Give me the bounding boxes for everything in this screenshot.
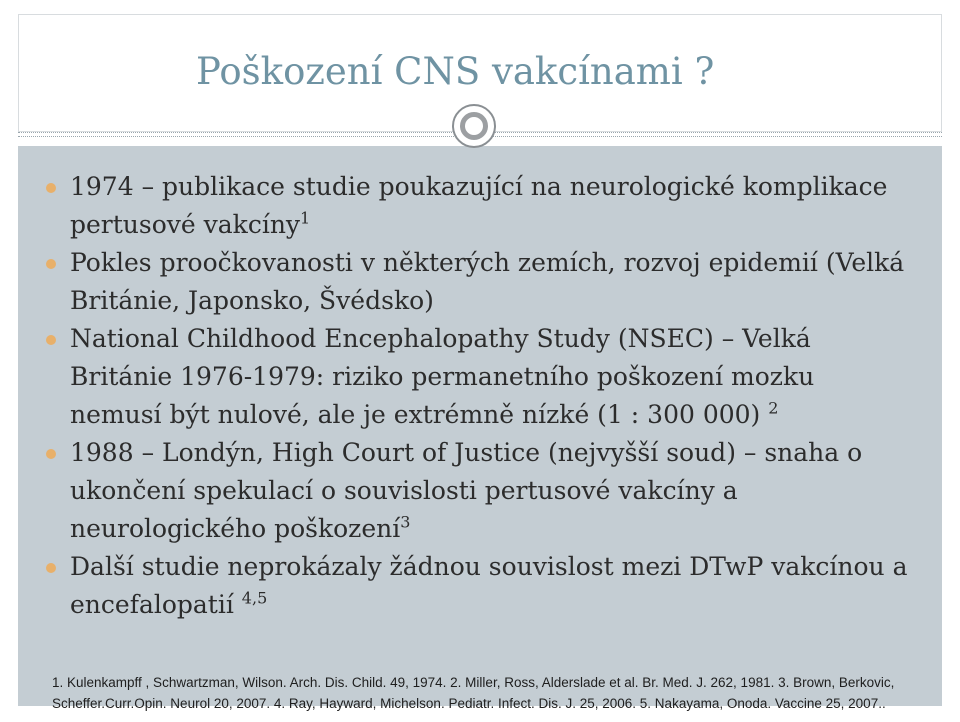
bullet-text: Další studie neprokázaly žádnou souvislost mezi DTwP vakcínou a encefalopatií (70, 552, 908, 619)
circle-ornament-icon (452, 104, 496, 148)
bullet-text: Pokles proočkovanosti v některých zemích, rozvoj epidemií (Velká Británie, Japonsko, Švédsko) (70, 248, 905, 315)
bullet-dot-icon (46, 259, 56, 269)
bullet-dot-icon (46, 183, 56, 193)
bullet-reference: 3 (400, 512, 411, 532)
bullet-item (52, 244, 912, 320)
bullet-dot-icon (46, 335, 56, 345)
bullet-reference: 4,5 (241, 588, 268, 608)
footnote-line: Scheffer.Curr.Opin. Neurol 20, 2007. 4. Ray, Hayward, Michelson. Pediatr. Infect. Dis. J. 25, 2006. 5. Nakayama, Onoda. Vaccine 25, 2007.. (52, 696, 886, 711)
bullet-item (52, 434, 912, 548)
bullet-item (52, 168, 912, 244)
bullet-reference: 1 (300, 208, 311, 228)
slide-title: Poškození CNS vakcínami ? (196, 50, 715, 93)
bullet-text: National Childhood Encephalopathy Study (NSEC) – Velká Británie 1976-1979: riziko permanetního poškození mozku nemusí být nulové, ale je extrémně nízké (1 : 300 000) (70, 324, 815, 429)
footnote-line: 1. Kulenkampff , Schwartzman, Wilson. Arch. Dis. Child. 49, 1974. 2. Miller, Ross, Alderslade et al. Br. Med. J. 262, 1981. 3. Brown, Berkovic, (52, 675, 895, 690)
footnote-references (52, 672, 952, 714)
bullet-list (52, 168, 912, 624)
bullet-reference: 2 (768, 398, 779, 418)
bullet-dot-icon (46, 563, 56, 573)
bullet-dot-icon (46, 449, 56, 459)
circle-ornament-inner (460, 112, 488, 140)
bullet-item (52, 548, 912, 624)
bullet-text: 1988 – Londýn, High Court of Justice (nejvyšší soud) – snaha o ukončení spekulací o souvislosti pertusové vakcíny a neurologického poškození (70, 438, 863, 543)
bullet-item (52, 320, 912, 434)
bullet-text: 1974 – publikace studie poukazující na neurologické komplikace pertusové vakcíny (70, 172, 888, 239)
